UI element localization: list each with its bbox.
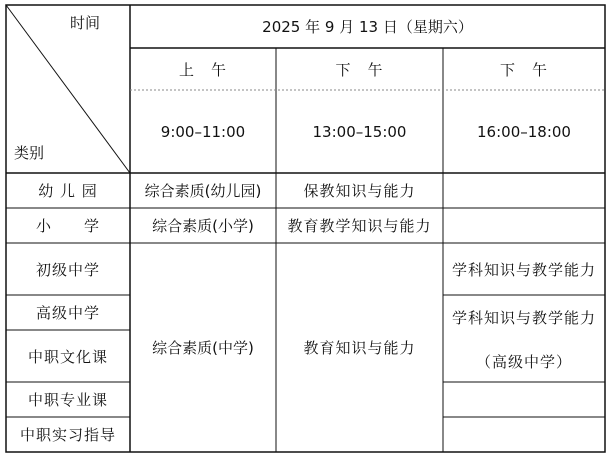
category-primary: 小 学: [35, 217, 100, 235]
secondary-afternoon1-subject: 教育知识与能力: [303, 339, 416, 357]
session-period-1: 上 午: [178, 60, 227, 79]
category-vocational-culture: 中职文化课: [27, 347, 108, 366]
kindergarten-morning-subject: 综合素质(幼儿园): [144, 182, 262, 200]
session-period-2: 下 午: [335, 60, 384, 79]
session-period-3: 下 午: [499, 60, 548, 79]
category-vocational-specialty: 中职专业课: [27, 391, 108, 409]
session-time-3: 16:00–18:00: [477, 122, 571, 141]
primary-afternoon1-subject: 教育教学知识与能力: [287, 217, 432, 235]
time-header-label: 时间: [70, 14, 101, 32]
session-time-2: 13:00–15:00: [312, 122, 407, 141]
exam-date: 2025 年 9 月 13 日（星期六）: [262, 18, 473, 36]
kindergarten-afternoon1-subject: 保教知识与能力: [303, 182, 416, 200]
primary-morning-subject: 综合素质(小学): [152, 217, 254, 235]
category-vocational-practice: 中职实习指导: [19, 426, 116, 444]
senior-afternoon2-subject-line2: （高级中学）: [475, 352, 572, 371]
category-kindergarten: 幼 儿 园: [38, 182, 98, 200]
secondary-morning-subject: 综合素质(中学): [152, 339, 254, 357]
session-time-1: 9:00–11:00: [160, 122, 246, 141]
junior-afternoon2-subject: 学科知识与教学能力: [451, 260, 596, 279]
category-junior-middle: 初级中学: [35, 260, 100, 279]
category-header-label: 类别: [14, 144, 45, 162]
senior-afternoon2-subject-line1: 学科知识与教学能力: [451, 309, 596, 327]
category-senior-high: 高级中学: [35, 304, 100, 322]
